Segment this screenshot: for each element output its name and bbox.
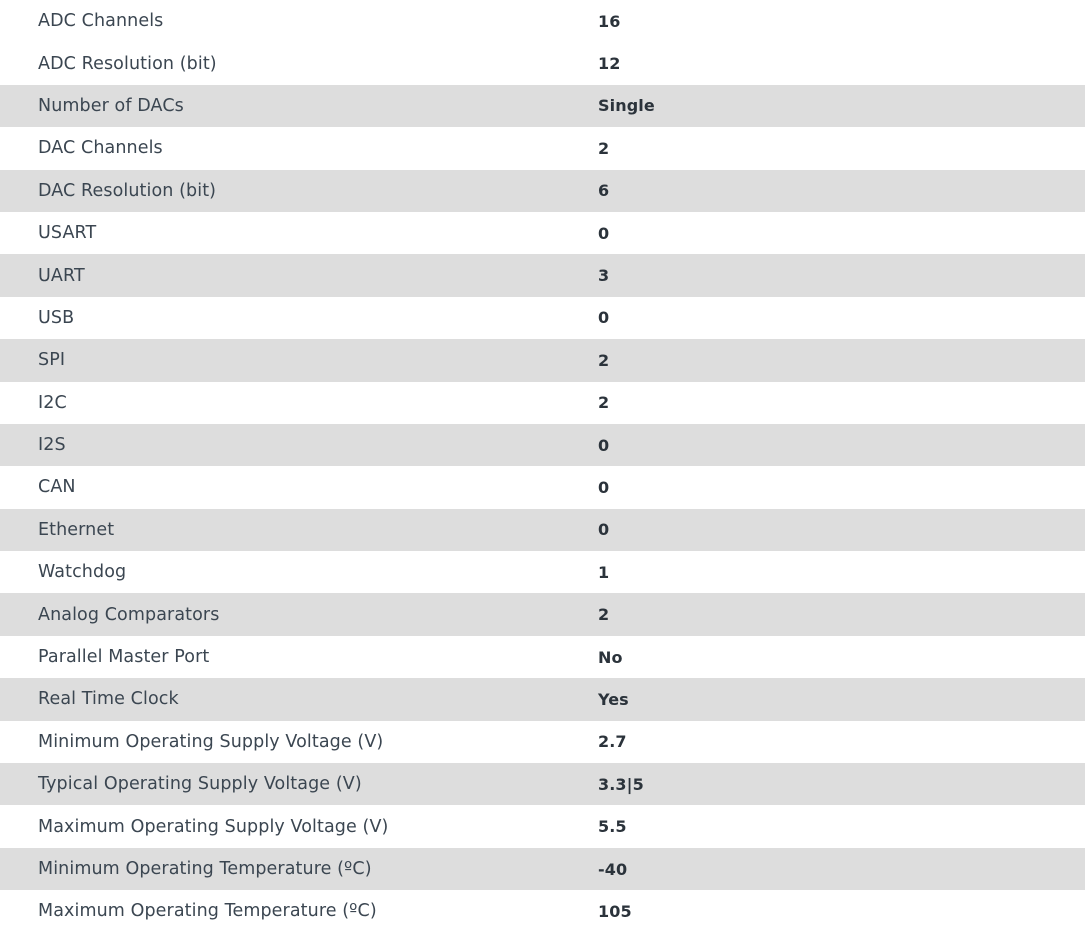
spec-label: USB	[38, 307, 75, 328]
spec-value: 2	[598, 393, 610, 413]
table-row	[0, 636, 1085, 678]
table-row	[0, 127, 1085, 169]
table-row	[0, 593, 1085, 635]
spec-label: Real Time Clock	[38, 689, 179, 710]
spec-label: UART	[38, 265, 85, 286]
spec-value: 16	[598, 11, 621, 31]
table-row	[0, 254, 1085, 296]
spec-label: Parallel Master Port	[38, 647, 210, 668]
spec-value: -40	[598, 859, 628, 879]
table-row	[0, 297, 1085, 339]
table-row	[0, 85, 1085, 127]
spec-label: CAN	[38, 477, 76, 498]
table-row	[0, 678, 1085, 720]
table-row	[0, 42, 1085, 84]
spec-value: 105	[598, 901, 632, 921]
spec-value: 0	[598, 477, 610, 497]
spec-label: Maximum Operating Temperature (ºC)	[38, 901, 377, 922]
spec-label: I2S	[38, 435, 66, 456]
spec-value: 3	[598, 266, 610, 286]
spec-label: Watchdog	[38, 562, 127, 583]
spec-value: 0	[598, 520, 610, 540]
table-row	[0, 170, 1085, 212]
spec-value: No	[598, 647, 623, 667]
spec-value: 2.7	[598, 732, 627, 752]
spec-label: USART	[38, 223, 97, 244]
spec-label: Minimum Operating Temperature (ºC)	[38, 859, 372, 879]
spec-value: 2	[598, 138, 610, 158]
table-row	[0, 763, 1085, 805]
table-row	[0, 805, 1085, 847]
table-row	[0, 890, 1085, 932]
spec-value: 3.3|5	[598, 774, 644, 794]
spec-label: Analog Comparators	[38, 604, 220, 625]
spec-value: 6	[598, 181, 610, 201]
spec-value: 5.5	[598, 817, 627, 837]
spec-value: Single	[598, 96, 655, 116]
spec-label: Number of DACs	[38, 95, 184, 116]
spec-value: 2	[598, 350, 610, 370]
spec-label: Ethernet	[38, 519, 115, 540]
spec-label: DAC Channels	[38, 138, 163, 159]
spec-value: Yes	[598, 689, 629, 709]
table-row	[0, 848, 1085, 890]
table-row	[0, 212, 1085, 254]
spec-label: Maximum Operating Supply Voltage (V)	[38, 816, 389, 837]
table-row	[0, 509, 1085, 551]
table-row	[0, 424, 1085, 466]
spec-value: 0	[598, 223, 610, 243]
spec-label: ADC Resolution (bit)	[38, 53, 217, 74]
spec-label: I2C	[38, 392, 67, 413]
spec-value: 12	[598, 54, 621, 74]
spec-value: 0	[598, 308, 610, 328]
table-row	[0, 466, 1085, 508]
spec-value: 2	[598, 605, 610, 625]
spec-value: 1	[598, 562, 610, 582]
table-row	[0, 551, 1085, 593]
spec-label: Typical Operating Supply Voltage (V)	[38, 774, 362, 795]
table-row	[0, 339, 1085, 381]
spec-label: SPI	[38, 350, 66, 371]
spec-label: Minimum Operating Supply Voltage (V)	[38, 731, 384, 752]
table-row	[0, 0, 1085, 42]
table-row	[0, 721, 1085, 763]
spec-label: ADC Channels	[38, 11, 164, 32]
table-row	[0, 382, 1085, 424]
spec-value: 0	[598, 435, 610, 455]
spec-label: DAC Resolution (bit)	[38, 180, 217, 201]
